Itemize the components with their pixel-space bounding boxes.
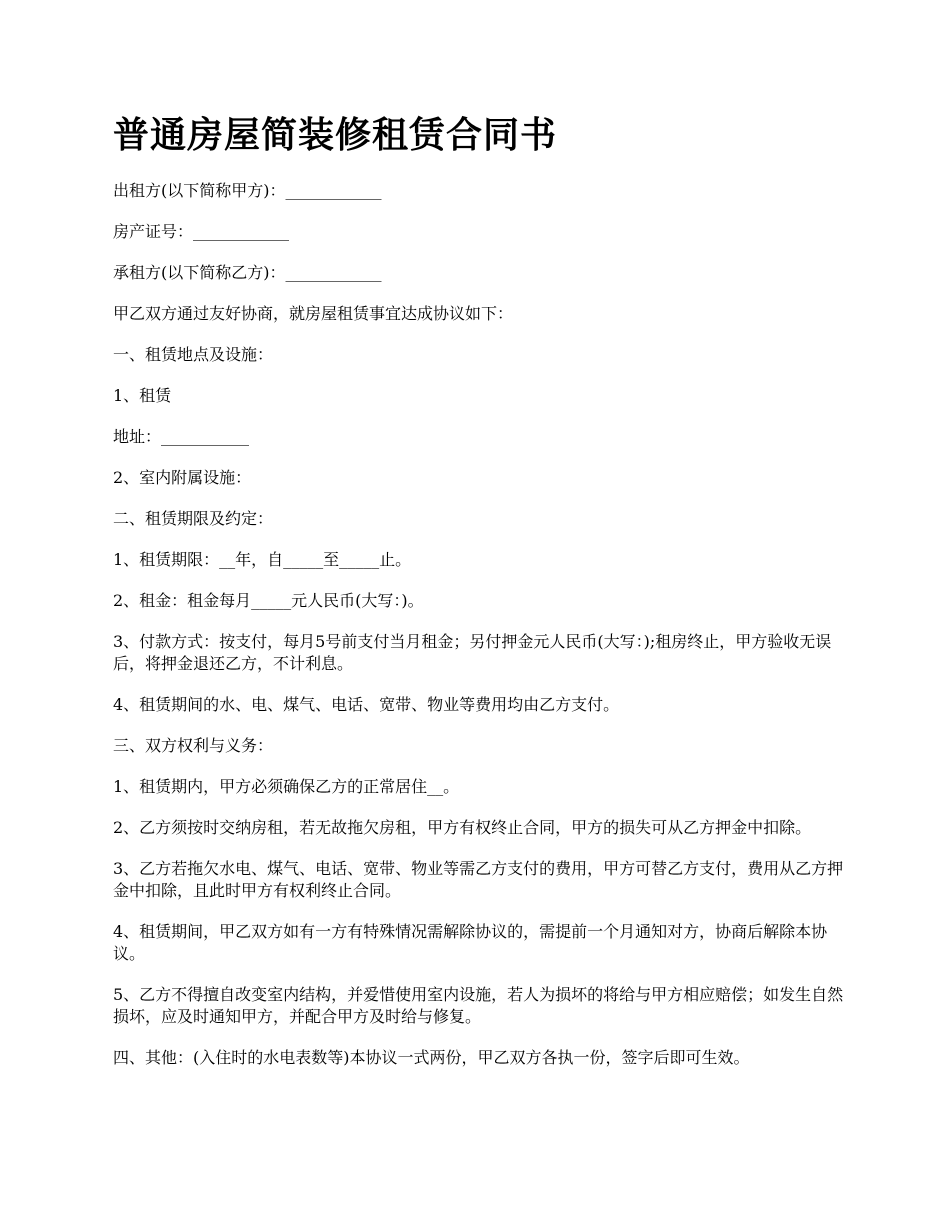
clause-2-1: 1、租赁期限：__年，自_____至_____止。	[113, 550, 412, 569]
section-heading-location: 一、租赁地点及设施：	[113, 345, 274, 364]
clause-2-3: 3、付款方式：按支付，每月5号前支付当月租金；另付押金元人民币(大写：);租房终止，甲方验收无误后，将押金退还乙方，不计利息。	[113, 632, 832, 673]
clause-1-2: 2、室内附属设施：	[113, 468, 252, 487]
clause-1-1: 1、租赁	[113, 386, 172, 405]
paragraph-lessor: 出租方(以下简称甲方)：____________	[113, 181, 382, 200]
clause-2-4: 4、租赁期间的水、电、煤气、电话、宽带、物业等费用均由乙方支付。	[113, 695, 620, 714]
document-page	[113, 108, 853, 1088]
document-title: 普通房屋简装修租赁合同书	[113, 114, 558, 156]
clause-3-2: 2、乙方须按时交纳房租，若无故拖欠房租，甲方有权终止合同，甲方的损失可从乙方押金中扣除。	[113, 818, 812, 837]
section-heading-rights: 三、双方权利与义务：	[113, 736, 274, 755]
section-heading-term: 二、租赁期限及约定：	[113, 509, 274, 528]
section-other: 四、其他：(入住时的水电表数等)本协议一式两份，甲乙双方各执一份，签字后即可生效。	[113, 1048, 750, 1067]
clause-3-4: 4、租赁期间，甲乙双方如有一方有特殊情况需解除协议的，需提前一个月通知对方，协商后解除本协议。	[113, 922, 828, 963]
clause-2-2: 2、租金：租金每月_____元人民币(大写：)。	[113, 591, 424, 610]
paragraph-property-cert: 房产证号：____________	[113, 222, 290, 241]
paragraph-preamble: 甲乙双方通过友好协商，就房屋租赁事宜达成协议如下：	[113, 304, 514, 323]
paragraph-lessee: 承租方(以下简称乙方)：____________	[113, 263, 382, 282]
paragraph-address: 地址：___________	[113, 427, 250, 446]
clause-3-1: 1、租赁期内，甲方必须确保乙方的正常居住__。	[113, 777, 460, 796]
clause-3-3: 3、乙方若拖欠水电、煤气、电话、宽带、物业等需乙方支付的费用，甲方可替乙方支付，费用从乙方押金中扣除，且此时甲方有权利终止合同。	[113, 859, 844, 900]
clause-3-5: 5、乙方不得擅自改变室内结构，并爱惜使用室内设施，若人为损坏的将给与甲方相应赔偿；如发生自然损坏，应及时通知甲方，并配合甲方及时给与修复。	[113, 985, 844, 1026]
